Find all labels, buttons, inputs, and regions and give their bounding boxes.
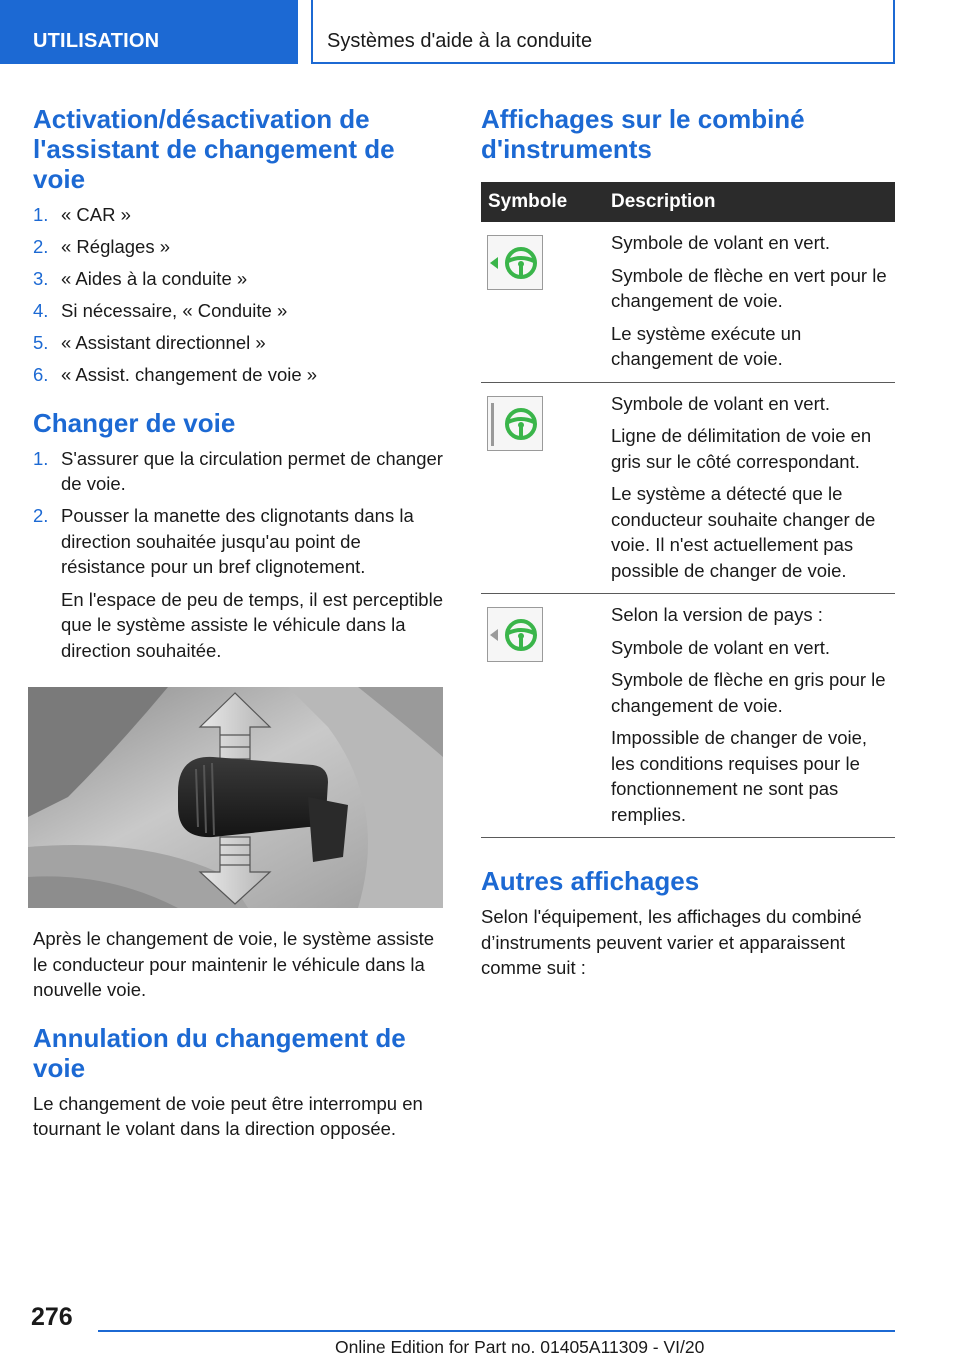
footer-edition: Online Edition for Part no. 01405A11309 - VI/20 (335, 1337, 705, 1357)
list-item (33, 446, 445, 497)
list-item (33, 330, 445, 356)
step-number: 1. (33, 447, 49, 469)
description-line: Symbole de flèche en vert pour le changement de voie. (611, 264, 887, 311)
list-item (33, 298, 445, 324)
step-number: 4. (33, 300, 49, 321)
description-line: Selon la version de pays : (611, 604, 823, 625)
right-column (481, 104, 895, 981)
header-chapter-label: Systèmes d'aide à la conduite (327, 30, 593, 52)
list-item (33, 202, 445, 228)
step-number: 3. (33, 268, 49, 289)
step-number: 6. (33, 364, 49, 385)
description-line: Symbole de volant en vert. (611, 636, 831, 658)
left-column (33, 104, 445, 1142)
change-lane-steps-list (33, 446, 445, 664)
header-chapter-box (311, 0, 895, 64)
table-row (481, 382, 895, 594)
section-title-cancel: Annulation du changement de voie (33, 1022, 406, 1083)
symbol-table (481, 182, 895, 838)
step-number: 2. (33, 236, 49, 257)
table-row (481, 222, 895, 382)
description-line: Symbole de flèche en gris pour le changement de voie. (611, 669, 886, 716)
activation-steps-list (33, 202, 445, 388)
table-row (481, 594, 895, 838)
turn-signal-lever-illustration (28, 687, 443, 908)
header-section-tab (0, 0, 298, 64)
description-line: Symbole de volant en vert. (611, 392, 831, 414)
table-header-row (481, 182, 895, 222)
steering-wheel-green-grey-arrow-icon (487, 607, 543, 662)
step-number: 1. (33, 204, 49, 225)
list-item (33, 266, 445, 292)
step-number: 5. (33, 332, 49, 353)
section-title-change-lane: Changer de voie (33, 407, 236, 438)
cancel-paragraph: Le changement de voie peut être interrompu en tournant le volant dans la direction opposée. (33, 1092, 423, 1139)
description-line: Le système a détecté que le conducteur souhaite changer de voie. Il n'est actuellement pas possible de changer de voie. (611, 483, 876, 581)
list-item (33, 362, 445, 388)
step-number: 2. (33, 505, 49, 526)
description-line: Symbole de volant en vert. (611, 232, 831, 253)
list-item (33, 234, 445, 260)
step-note: En l'espace de peu de temps, il est perceptible que le système assiste le véhicule dans la direction souhaitée. (61, 588, 443, 661)
step-text: « CAR » (61, 204, 131, 225)
after-change-paragraph: Après le changement de voie, le système assiste le conducteur pour maintenir le véhicule dans la nouvelle voie. (33, 928, 435, 1000)
steering-wheel-green-grey-line-icon (487, 396, 543, 451)
section-title-displays: Affichages sur le combiné d'instruments (481, 104, 805, 164)
column-header-symbol: Symbole (481, 182, 607, 222)
step-text: « Réglages » (61, 236, 171, 257)
page-number: 276 (31, 1303, 73, 1331)
step-text: « Assist. changement de voie » (61, 364, 318, 385)
header-section-label: UTILISATION (33, 30, 160, 52)
other-displays-paragraph: Selon l'équipement, les affichages du combiné d’instruments peuvent varier et apparaissent comme suit : (481, 906, 862, 978)
list-item (33, 503, 445, 663)
footer-divider (98, 1330, 895, 1332)
description-line: Ligne de délimitation de voie en gris sur le côté correspondant. (611, 425, 872, 472)
step-text: « Aides à la conduite » (61, 268, 248, 289)
step-text: Pousser la manette des clignotants dans la direction souhaitée jusqu'au point de résistance pour un bref clignotement. (61, 505, 414, 577)
section-title-activation: Activation/désactivation de l'assistant de changement de voie (33, 104, 395, 194)
step-text: S'assurer que la circulation permet de changer de voie. (61, 447, 443, 494)
section-title-other-displays: Autres affichages (481, 866, 700, 896)
column-header-description: Description (607, 182, 895, 222)
step-text: « Assistant directionnel » (61, 332, 266, 353)
description-line: Impossible de changer de voie, les conditions requises pour le fonctionnement ne sont pas remplies. (611, 727, 868, 825)
steering-wheel-green-arrow-icon (487, 235, 543, 290)
description-line: Le système exécute un changement de voie. (611, 322, 802, 369)
step-text: Si nécessaire, « Conduite » (61, 300, 288, 321)
